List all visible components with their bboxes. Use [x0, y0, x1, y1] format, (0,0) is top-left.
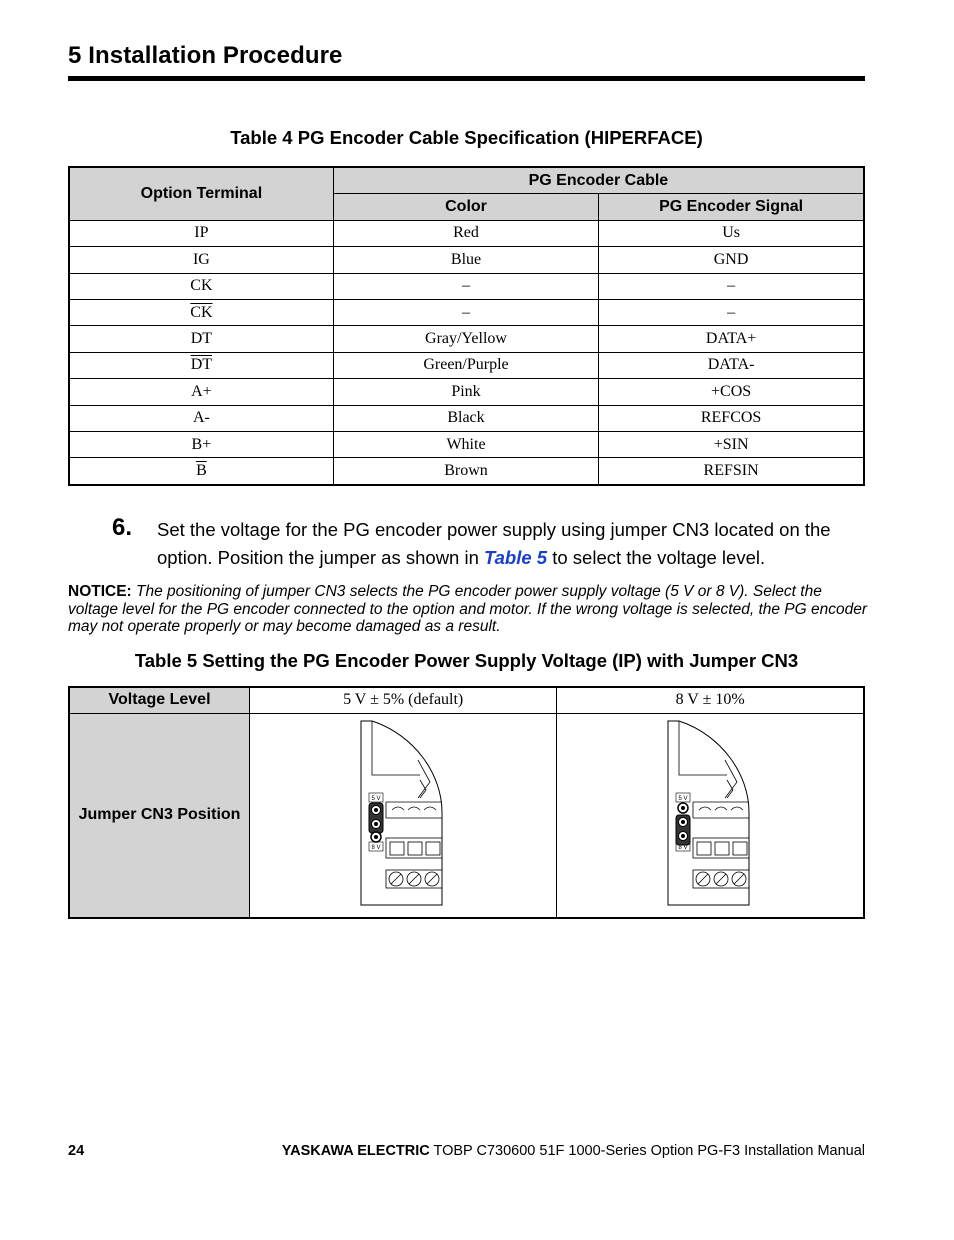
step-text-before: Set the voltage for the PG encoder power supply using jumper CN3 located on the option. Position the jumper as shown in	[157, 519, 831, 568]
color-cell: Red	[333, 220, 598, 246]
color-cell: –	[333, 299, 598, 325]
terminal-cell: DT	[69, 326, 333, 352]
table5-link[interactable]: Table 5	[484, 547, 548, 568]
color-cell: Gray/Yellow	[333, 326, 598, 352]
color-cell: Pink	[333, 379, 598, 405]
table-row	[69, 247, 864, 273]
terminal-cell: A-	[69, 405, 333, 431]
header-jumper-position: Jumper CN3 Position	[69, 713, 250, 918]
table-row	[69, 458, 864, 485]
signal-cell: REFCOS	[599, 405, 864, 431]
table-row	[69, 379, 864, 405]
header-color: Color	[333, 194, 598, 220]
signal-cell: DATA-	[599, 352, 864, 378]
section-rule	[68, 76, 865, 81]
footer-doc-title: TOBP C730600 51F 1000-Series Option PG-F3 Installation Manual	[429, 1143, 865, 1159]
jumper-label-top: 5 V	[678, 795, 688, 802]
color-cell: Black	[333, 405, 598, 431]
step-text	[157, 516, 867, 572]
header-signal: PG Encoder Signal	[599, 194, 864, 220]
color-cell: Brown	[333, 458, 598, 485]
table-row	[69, 273, 864, 299]
table-row	[69, 352, 864, 378]
footer-title	[282, 1143, 865, 1159]
terminal-text: $\overline{DT}$	[190, 356, 213, 374]
jumper-label-bottom: 8 V	[371, 844, 381, 851]
table-row	[69, 431, 864, 457]
notice	[68, 583, 868, 636]
color-cell: White	[333, 431, 598, 457]
jumper-label-top: 5 V	[371, 795, 381, 802]
color-cell: –	[333, 273, 598, 299]
jumper-5v-cell	[250, 713, 557, 918]
terminal-cell-overlined	[69, 458, 333, 485]
table5-caption: Table 5 Setting the PG Encoder Power Supply Voltage (IP) with Jumper CN3	[134, 650, 799, 671]
signal-cell: GND	[599, 247, 864, 273]
signal-cell: –	[599, 299, 864, 325]
footer-brand: YASKAWA ELECTRIC	[281, 1143, 430, 1159]
table5	[68, 686, 865, 919]
section-title: 5 Installation Procedure	[68, 42, 343, 69]
step-number: 6.	[112, 514, 133, 541]
table-row	[69, 299, 864, 325]
table-row	[69, 220, 864, 246]
jumper-8v-cell	[557, 713, 864, 918]
terminal-cell: CK	[69, 273, 333, 299]
notice-label: NOTICE:	[68, 583, 132, 600]
jumper-label-bottom: 8 V	[678, 844, 688, 851]
terminal-cell: A+	[69, 379, 333, 405]
voltage-8v-cell: 8 V ± 10%	[557, 687, 864, 713]
header-option-terminal: Option Terminal	[69, 167, 333, 220]
jumper-cn3-8v-diagram	[667, 720, 753, 906]
table4	[68, 166, 865, 486]
terminal-cell: IG	[69, 247, 333, 273]
step-text-after: to select the voltage level.	[547, 547, 766, 568]
signal-cell: +SIN	[599, 431, 864, 457]
terminal-cell: IP	[69, 220, 333, 246]
signal-cell: DATA+	[599, 326, 864, 352]
header-pg-encoder-cable: PG Encoder Cable	[333, 167, 864, 194]
voltage-5v-cell: 5 V ± 5% (default)	[250, 687, 557, 713]
signal-cell: REFSIN	[599, 458, 864, 485]
page-number: 24	[68, 1143, 85, 1159]
terminal-text: $\overline{CK}$	[190, 303, 213, 321]
table-row	[69, 326, 864, 352]
notice-text: The positioning of jumper CN3 selects the PG encoder power supply voltage (5 V or 8 V). Select the voltage level for the PG encoder connected to the option and motor. If the wrong voltage is selected, the PG encoder may not operate properly or may become damaged as a result.	[68, 583, 868, 635]
jumper-cn3-5v-diagram	[360, 720, 446, 906]
header-voltage-level: Voltage Level	[69, 687, 250, 713]
signal-cell: +COS	[599, 379, 864, 405]
signal-cell: Us	[599, 220, 864, 246]
terminal-cell: B+	[69, 431, 333, 457]
terminal-cell-overlined	[69, 299, 333, 325]
table4-caption: Table 4 PG Encoder Cable Specification (HIPERFACE)	[230, 127, 703, 148]
table-row	[69, 405, 864, 431]
terminal-text: $\overline{B}$	[196, 461, 207, 479]
color-cell: Green/Purple	[333, 352, 598, 378]
terminal-cell-overlined	[69, 352, 333, 378]
color-cell: Blue	[333, 247, 598, 273]
signal-cell: –	[599, 273, 864, 299]
